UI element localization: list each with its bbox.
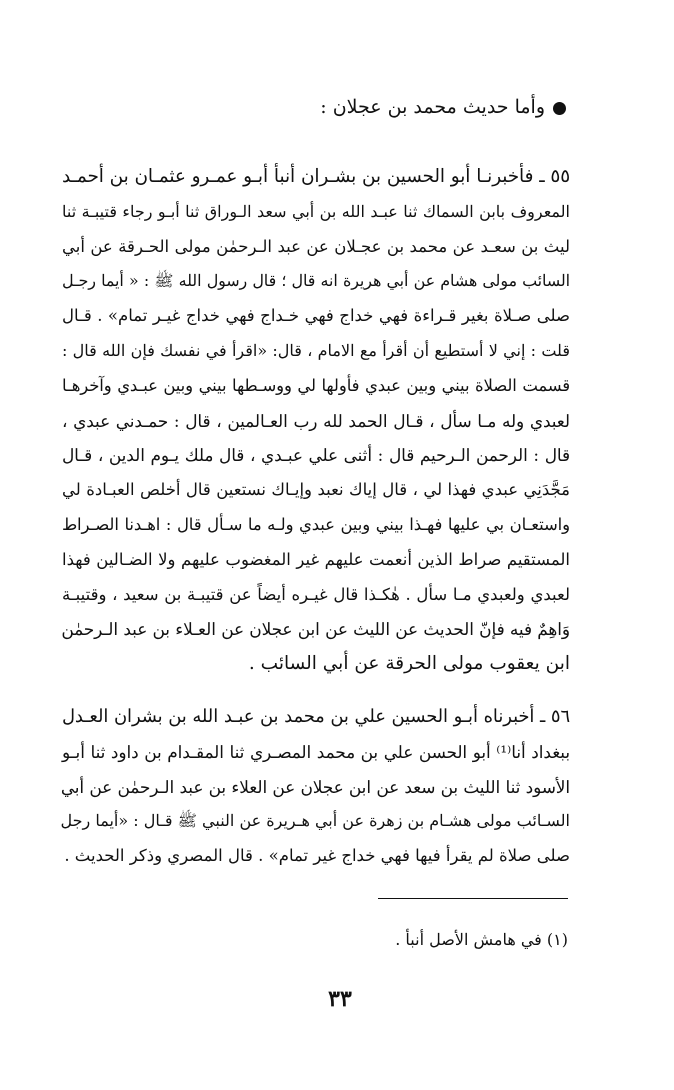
text-line: مَجَّدَنِي عبدي فهذا لي ، قال إياك نعبد وإيـاك نستعين قال أخلص العبـادة لي: [62, 480, 570, 500]
text-line: لعبدي ولعبدي مـا سأل . هٰكـذا قال غيـره أيضاً عن قتيبـة بن سعيد ، وقتيبـة: [62, 584, 570, 604]
text-line: المستقيم صراط الذين أنعمت عليهم غير المغضوب عليهم ولا الضـالين فهذا: [62, 549, 570, 569]
footnote-divider: [378, 898, 568, 899]
text-line: قال : الرحمن الـرحيم قال : أثنى علي عبـدي ، قال ملك يـوم الدين ، قـال: [62, 445, 570, 466]
text-line: المعروف بابن السماك ثنا عبـد الله بن أبي سعد الـوراق ثنا أبـو رجاء قتيبـة ثنا: [62, 201, 571, 221]
text-line: ببغداد أنا⁽¹⁾ أبو الحسن علي بن محمد المصـري ثنا المقـدام بن داود ثنا أبـو: [62, 741, 570, 762]
text-line: قسمت الصلاة بيني وبين عبدي فأولها لي ووسـطها بيني وبين عبـدي وآخرهـا: [62, 375, 570, 395]
text-line: ابن يعقوب مولى الحرقة عن أبي السائب .: [248, 653, 570, 675]
text-line: وَاهِمٌ فيه فإنّ الحديث عن الليث عن ابن عجلان عن العـلاء بن عبد الـرحمٰن: [61, 619, 570, 640]
hadith-56-paragraph: [62, 700, 570, 874]
page-number: ٣٣: [328, 986, 352, 1012]
text-line: ٥٥ ـ فأخبرنـا أبو الحسين بن بشـران أنبأ أبـو عمـرو عثمـان بن أحمـد: [62, 166, 570, 187]
text-line: قلت : إني لا أستطيع أن أقرأ مع الامام ، قال: «اقرأ في نفسك فإن الله قال :: [62, 340, 570, 360]
text-line: الأسود ثنا الليث بن سعد عن ابن عجلان عن العلاء بن عبد الـرحمٰن عن أبي: [60, 776, 570, 797]
text-line: ٥٦ ـ أخبرناه أبـو الحسين علي بن محمد بن عبـد الله بن بشران العـدل: [62, 707, 570, 727]
text-line: صلى صلاة لم يقرأ فيها فهي خداج غير تمام» . قال المصري وذكر الحديث .: [64, 846, 570, 866]
text-line: صلى صـلاة بغير قـراءة فهي خداج فهي خـداج فهي خداج غيـر تمام» . قـال: [62, 306, 570, 326]
text-line: السائب مولى هشام عن أبي هريرة انه قال ؛ قال رسول الله ﷺ : « أيما رجـل: [62, 271, 570, 291]
hadith-55-paragraph: [62, 160, 570, 682]
footnote: (١) في هامش الأصل أنبأ .: [395, 930, 568, 949]
section-heading: [86, 92, 566, 122]
bullet-icon: [553, 102, 566, 115]
text-line: لعبدي وله مـا سأل ، قـال الحمد لله رب العـالمين ، قال : حمـدني عبدي ،: [62, 410, 570, 431]
text-line: السـائب مولى هشـام بن زهرة عن أبي هـريرة عن النبي ﷺ قـال : «أيما رجل: [60, 811, 570, 831]
text-line: ليث بن سعـد عن محمد بن عجـلان عن عبد الـرحمٰن مولى الحـرقة عن أبي: [62, 236, 570, 256]
section-heading-text: وأما حديث محمد بن عجلان :: [320, 96, 545, 118]
text-line: واستعـان بي عليها فهـذا بيني وبين عبدي ولـه ما سـأل قال : اهـدنا الصـراط: [62, 514, 570, 534]
